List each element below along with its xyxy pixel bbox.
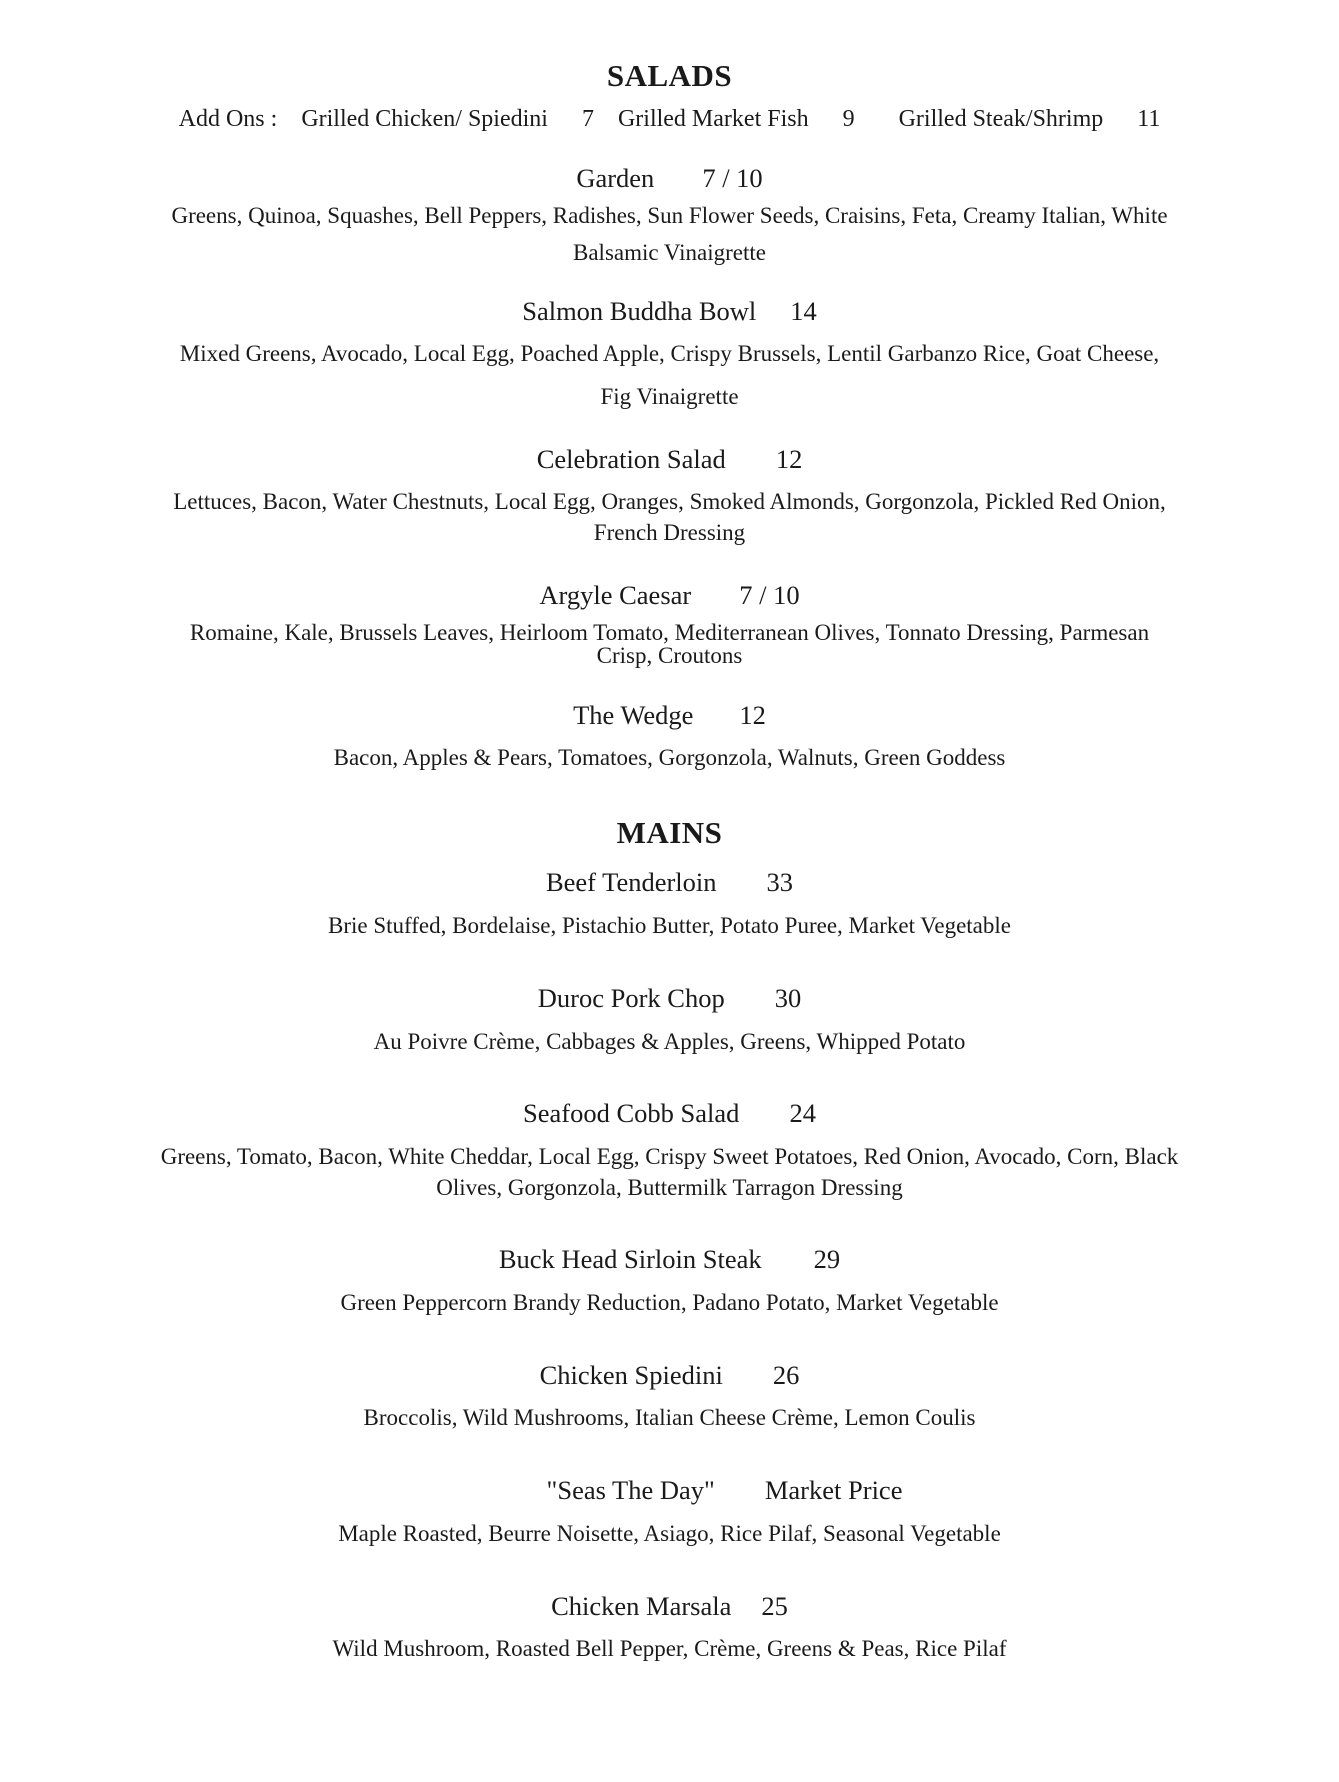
- addons-label: Add Ons :: [178, 106, 278, 132]
- item-description: Mixed Greens, Avocado, Local Egg, Poached Apple, Crispy Brussels, Lentil Garbanzo Rice, Goat Cheese,: [179, 341, 1160, 366]
- item-price: 25: [761, 1591, 788, 1621]
- item-description: Wild Mushroom, Roasted Bell Pepper, Crème, Greens & Peas, Rice Pilaf: [332, 1636, 1007, 1661]
- menu-item-title: [0, 444, 1339, 475]
- item-name: Celebration Salad: [536, 444, 726, 474]
- menu-item-title: [0, 580, 1339, 611]
- item-description: Bacon, Apples & Pears, Tomatoes, Gorgonzola, Walnuts, Green Goddess: [333, 745, 1006, 770]
- item-description: Maple Roasted, Beurre Noisette, Asiago, Rice Pilaf, Seasonal Vegetable: [338, 1521, 1001, 1546]
- item-name: Salmon Buddha Bowl: [522, 296, 757, 326]
- item-price: 7 / 10: [702, 163, 763, 193]
- addon-name: Grilled Market Fish: [617, 106, 809, 132]
- menu-item-title: [0, 983, 1339, 1014]
- item-price: 30: [774, 983, 802, 1013]
- item-price: 24: [789, 1098, 816, 1128]
- item-price: 29: [813, 1244, 841, 1274]
- item-description: Fig Vinaigrette: [600, 384, 739, 409]
- item-name: Beef Tenderloin: [545, 867, 717, 897]
- addon-price: 7: [581, 106, 594, 132]
- menu-item-title: [0, 700, 1339, 731]
- addon-name: Grilled Chicken/ Spiedini: [301, 106, 548, 132]
- item-price: 12: [775, 444, 803, 474]
- menu-item-title: [0, 1098, 1339, 1129]
- item-description: French Dressing: [593, 520, 746, 545]
- item-name: Buck Head Sirloin Steak: [498, 1244, 762, 1274]
- item-price: 12: [739, 700, 766, 730]
- item-description: Crisp, Croutons: [596, 643, 743, 668]
- menu-item-title: [0, 1475, 1339, 1506]
- item-name: Chicken Marsala: [551, 1591, 732, 1621]
- item-price: 26: [772, 1360, 800, 1390]
- item-description: Brie Stuffed, Bordelaise, Pistachio Butter, Potato Puree, Market Vegetable: [328, 913, 1011, 938]
- item-price: 7 / 10: [739, 580, 800, 610]
- menu-item-title: [0, 1360, 1339, 1391]
- salads-heading: SALADS: [606, 58, 733, 93]
- menu-item-title: [0, 163, 1339, 194]
- item-description: Lettuces, Bacon, Water Chestnuts, Local Egg, Oranges, Smoked Almonds, Gorgonzola, Pickled Red Onion,: [173, 489, 1166, 514]
- item-name: The Wedge: [573, 700, 694, 730]
- item-description: Balsamic Vinaigrette: [573, 240, 766, 265]
- item-price: 14: [790, 296, 817, 326]
- item-description: Romaine, Kale, Brussels Leaves, Heirloom Tomato, Mediterranean Olives, Tonnato Dressing, Parmesan: [189, 620, 1150, 645]
- addon-name: Grilled Steak/Shrimp: [898, 106, 1104, 132]
- item-price: 33: [766, 867, 794, 897]
- menu-item-title: [0, 1591, 1339, 1622]
- menu-item-title: [0, 867, 1339, 898]
- item-name: Garden: [576, 163, 655, 193]
- item-name: Duroc Pork Chop: [537, 983, 725, 1013]
- addons-line: [0, 106, 1339, 133]
- item-price: Market Price: [764, 1475, 903, 1505]
- item-description: Green Peppercorn Brandy Reduction, Padano Potato, Market Vegetable: [340, 1290, 999, 1315]
- item-description: Olives, Gorgonzola, Buttermilk Tarragon Dressing: [436, 1175, 903, 1200]
- menu-item-title: [0, 1244, 1339, 1275]
- item-description: Au Poivre Crème, Cabbages & Apples, Greens, Whipped Potato: [373, 1029, 966, 1054]
- addon-price: 9: [842, 106, 855, 132]
- item-description: Greens, Quinoa, Squashes, Bell Peppers, Radishes, Sun Flower Seeds, Craisins, Feta, Creamy Italian, White: [171, 203, 1168, 228]
- item-name: Seafood Cobb Salad: [523, 1098, 740, 1128]
- addon-price: 11: [1137, 106, 1161, 132]
- item-name: "Seas The Day": [546, 1475, 715, 1505]
- mains-heading: MAINS: [616, 815, 723, 850]
- item-name: Chicken Spiedini: [539, 1360, 723, 1390]
- item-description: Broccolis, Wild Mushrooms, Italian Cheese Crème, Lemon Coulis: [363, 1405, 976, 1430]
- item-name: Argyle Caesar: [539, 580, 692, 610]
- menu-item-title: [0, 296, 1339, 327]
- item-description: Greens, Tomato, Bacon, White Cheddar, Local Egg, Crispy Sweet Potatoes, Red Onion, Avocado, Corn, Black: [160, 1144, 1179, 1169]
